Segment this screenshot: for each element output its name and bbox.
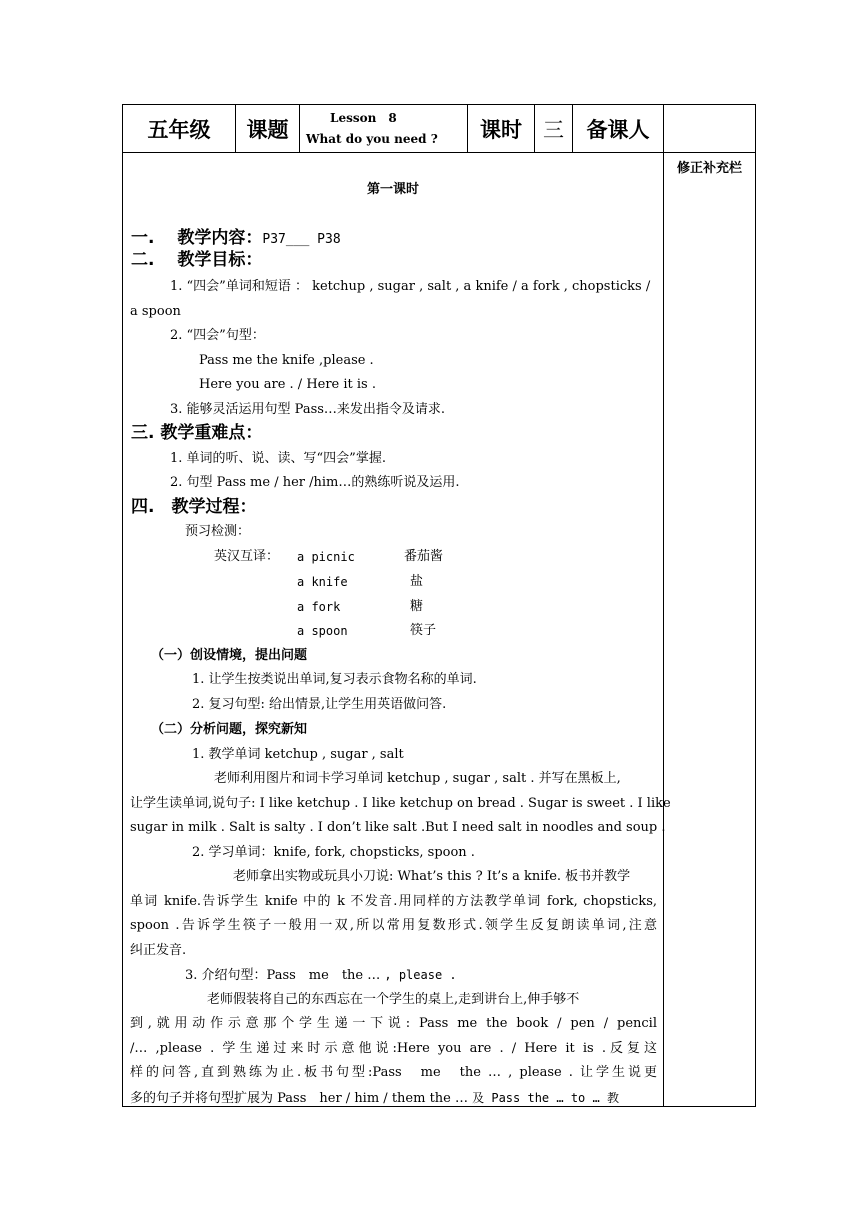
lesson-plan-table [122, 104, 756, 1107]
step-2-item-3-text: 3. 介绍句型：Pass me the … [185, 968, 385, 983]
step-2-item-3-line-e-a: 多的句子并将句型扩展为 Pass her / him / them the … [130, 1091, 473, 1106]
section-1-pages: P37___ P38 [262, 232, 341, 247]
goal-2: 2. “四会”句型： [170, 328, 265, 343]
session-title: 第一课时 [366, 182, 419, 197]
step-2-item-3-line-d: 样的问答,直到熟练为止.板书句型:Pass me the … , please . 让学生说更 [130, 1065, 657, 1080]
step-2-item-3-line-e-b: 及 Pass the … to … 教 [472, 1091, 619, 1105]
vocab-zh: 盐 [410, 574, 424, 589]
step-1-item-1: 1. 让学生按类说出单词,复习表示食物名称的单词. [192, 672, 477, 687]
revision-column [664, 153, 755, 1106]
section-3-heading: 三. 教学重难点： [131, 423, 263, 443]
translate-label: 英汉互译： [214, 549, 280, 564]
key-point-1: 1. 单词的听、说、读、写“四会”掌握. [170, 451, 386, 466]
step-2-item-2-line-b: 单词 knife.告诉学生 knife 中的 k 不发音.用同样的方法教学单词 fork, chopsticks, [130, 894, 657, 909]
step-2-item-2-line-c: spoon .告诉学生筷子一般用一双,所以常用复数形式.领学生反复朗读单词,注意 [130, 918, 657, 933]
section-1-title: 一. 教学内容： [131, 228, 263, 248]
goal-2-sentence-a: Pass me the knife ,please . [199, 353, 374, 368]
vocab-en: a spoon [297, 624, 348, 638]
lesson-number: Lesson 8 [330, 110, 397, 125]
step-2-item-3-line-c: /… ,please . 学生递过来时示意他说:Here you are . / Here it is .反复这 [130, 1041, 657, 1056]
step-2-item-3-line-b: 到,就用动作示意那个学生递一下说: Pass me the book / pen / pencil [130, 1016, 657, 1031]
step-2-title: （二）分析问题，探究新知 [151, 722, 308, 737]
step-2-item-3-line-e [130, 1089, 657, 1108]
preparer-value [664, 105, 755, 152]
step-2-item-2: 2. 学习单词：knife, fork, chopsticks, spoon . [192, 845, 475, 860]
period-value: 三 [535, 105, 573, 152]
goal-1-cont: a spoon [130, 304, 181, 319]
vocab-zh: 筷子 [410, 623, 437, 638]
section-4-heading: 四. 教学过程： [131, 497, 257, 517]
step-2-item-1-line-c: sugar in milk . Salt is salty . I don’t like salt .But I need salt in noodles and soup . [130, 820, 666, 835]
step-2-item-3 [185, 966, 457, 985]
vocab-en: a knife [297, 575, 348, 589]
section-1-heading [131, 227, 341, 251]
grade-cell: 五年级 [123, 105, 236, 152]
step-2-item-3-line-a: 老师假装将自己的东西忘在一个学生的桌上,走到讲台上,伸手够不 [207, 992, 580, 1007]
topic-label: 课题 [236, 105, 300, 152]
main-content-cell [123, 153, 671, 1106]
key-point-2: 2. 句型 Pass me / her /him…的熟练听说及运用. [170, 475, 460, 490]
step-1-title: （一）创设情境，提出问题 [151, 648, 308, 663]
header-row [123, 105, 755, 153]
goal-1: 1. “四会”单词和短语 ： ketchup , sugar , salt , a knife / a fork , chopsticks / [170, 279, 651, 294]
step-2-item-1-line-b: 让学生读单词,说句子: I like ketchup . I like ketchup on bread . Sugar is sweet . I like [130, 796, 671, 811]
goal-2-sentence-b: Here you are . / Here it is . [199, 377, 376, 392]
preview-label: 预习检测： [185, 524, 251, 539]
goal-3: 3. 能够灵活运用句型 Pass…来发出指令及请求. [170, 402, 446, 417]
period-label: 课时 [468, 105, 535, 152]
step-2-item-1: 1. 教学单词 ketchup , sugar , salt [192, 747, 404, 762]
vocab-en: a picnic [297, 550, 355, 564]
revision-column-title: 修正补充栏 [676, 161, 742, 176]
lesson-title-cell [300, 105, 468, 152]
vocab-zh: 番茄酱 [404, 549, 444, 564]
step-1-item-2: 2. 复习句型: 给出情景,让学生用英语做问答. [192, 697, 447, 712]
vocab-en: a fork [297, 600, 341, 614]
preparer-label: 备课人 [573, 105, 664, 152]
step-2-item-2-line-d: 纠正发音. [130, 943, 187, 958]
step-2-item-1-line-a: 老师利用图片和词卡学习单词 ketchup , sugar , salt . 并写在黑板上, [214, 771, 621, 786]
section-2-heading: 二. 教学目标： [131, 250, 263, 270]
step-2-item-3-please: , please . [384, 968, 457, 982]
step-2-item-2-line-a: 老师拿出实物或玩具小刀说: What’s this ? It’s a knife. 板书并教学 [233, 869, 631, 884]
lesson-name: What do you need ? [306, 131, 438, 146]
vocab-zh: 糖 [410, 599, 424, 614]
